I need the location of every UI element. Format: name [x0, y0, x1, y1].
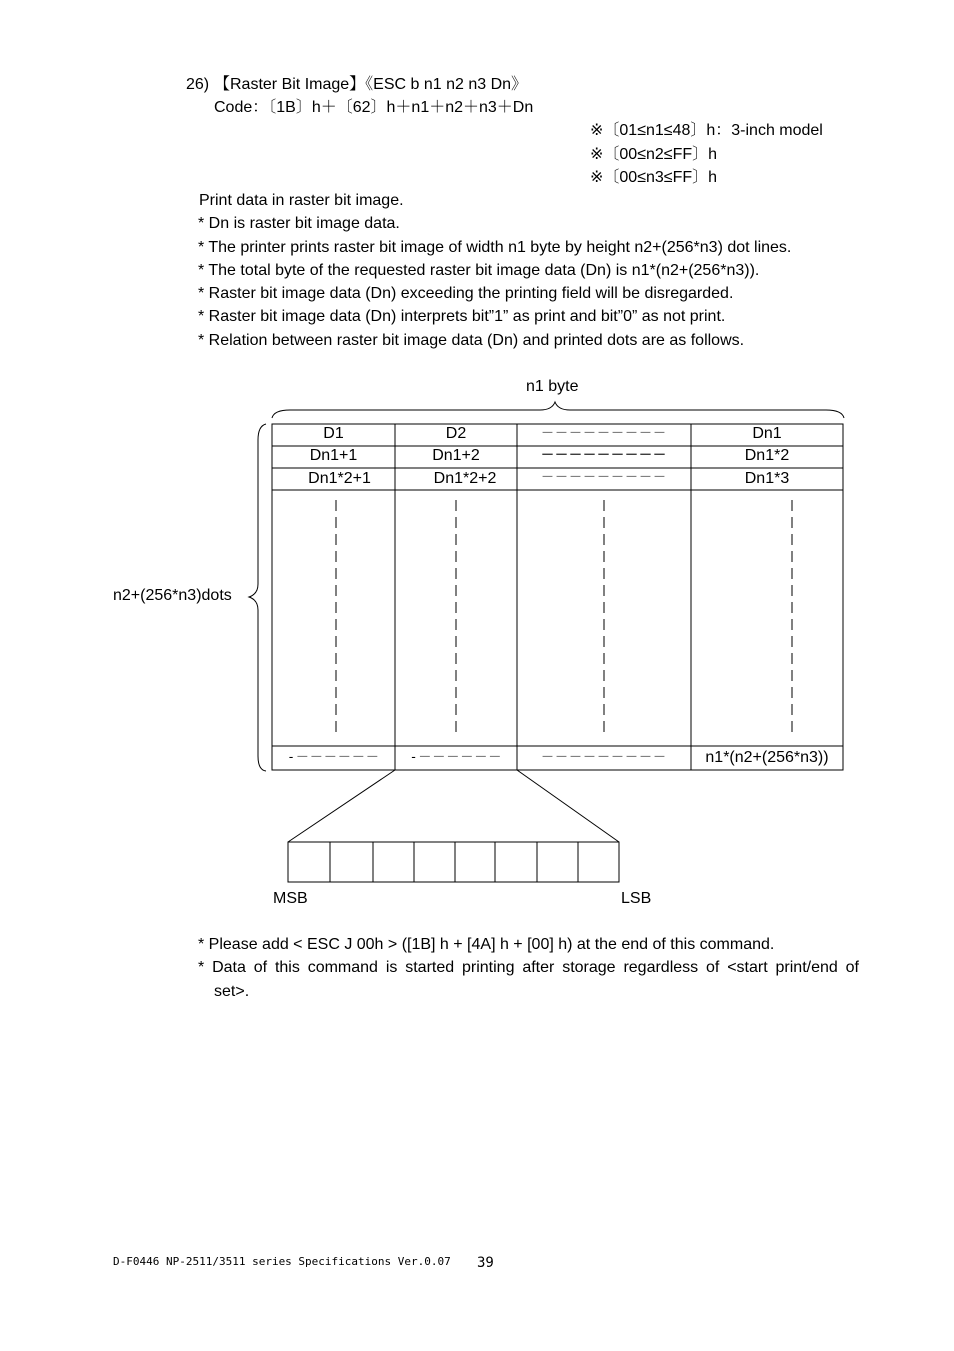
description-line: * Relation between raster bit image data (Dn) and printed dots are as follows. — [198, 332, 745, 349]
table-cell: -－－－－－－ — [287, 750, 380, 765]
section-number: 26) — [186, 76, 210, 93]
msb-label: MSB — [273, 890, 308, 907]
range-n2: ※〔00≤n2≤FF〕h — [590, 146, 718, 163]
table-cell: Dn1*2+2 — [433, 470, 497, 487]
table-cell: Dn1+2 — [432, 447, 480, 464]
description-line: * Raster bit image data (Dn) exceeding the printing field will be disregarded. — [198, 285, 734, 302]
note-line: * Please add < ESC J 00h > ([1B] h + [4A] h + [00] h) at the end of this command. — [198, 936, 775, 953]
description-line: Print data in raster bit image. — [199, 192, 404, 209]
description-line: * Dn is raster bit image data. — [198, 215, 400, 232]
range-n1: ※〔01≤n1≤48〕h：3-inch model — [590, 122, 823, 139]
table-cell: Dn1 — [752, 425, 782, 442]
table-cell: n1*(n2+(256*n3)) — [705, 749, 829, 766]
description-line: * Raster bit image data (Dn) interprets bit”1” as print and bit”0” as not print. — [198, 308, 726, 325]
page-number: 39 — [477, 1255, 494, 1271]
table-cell: Dn1*3 — [744, 470, 790, 487]
lsb-label: LSB — [621, 890, 652, 907]
table-cell: D2 — [445, 425, 467, 442]
height-label: n2+(256*n3)dots — [113, 587, 232, 604]
table-cell: D1 — [323, 425, 344, 442]
section-title: 【Raster Bit Image】《ESC b n1 n2 n3 Dn》 — [214, 76, 528, 93]
width-brace — [272, 402, 844, 418]
table-cell: -－－－－－－ — [409, 750, 503, 765]
description-line: * The printer prints raster bit image of width n1 byte by height n2+(256*n3) dot lines. — [198, 239, 792, 256]
description-line: * The total byte of the requested raster bit image data (Dn) is n1*(n2+(256*n3)). — [198, 262, 760, 279]
command-code: Code：〔1B〕h＋〔62〕h＋n1＋n2＋n3＋Dn — [214, 99, 534, 116]
table-cell: －－－－－－－－－ — [540, 470, 667, 485]
table-cell: Dn1*2 — [744, 447, 790, 464]
width-label: n1 byte — [526, 378, 579, 395]
note-line: * Data of this command is started printing after storage regardless of <start print/end of — [198, 959, 859, 976]
table-cell: Dn1+1 — [309, 447, 358, 464]
note-line: set>. — [214, 983, 250, 1000]
table-cell: －－－－－－－－－ — [540, 750, 667, 765]
table-cell: Dn1*2+1 — [308, 470, 371, 487]
height-brace — [249, 424, 266, 771]
table-cell: －－－－－－－－－ — [540, 426, 667, 441]
bit-box — [288, 842, 619, 882]
footer-doc-id: D-F0446 NP-2511/3511 series Specifications Ver.0.07 — [113, 1255, 451, 1268]
range-n3: ※〔00≤n3≤FF〕h — [590, 169, 718, 186]
table-cell: －－－－－－－－－ — [540, 448, 667, 463]
